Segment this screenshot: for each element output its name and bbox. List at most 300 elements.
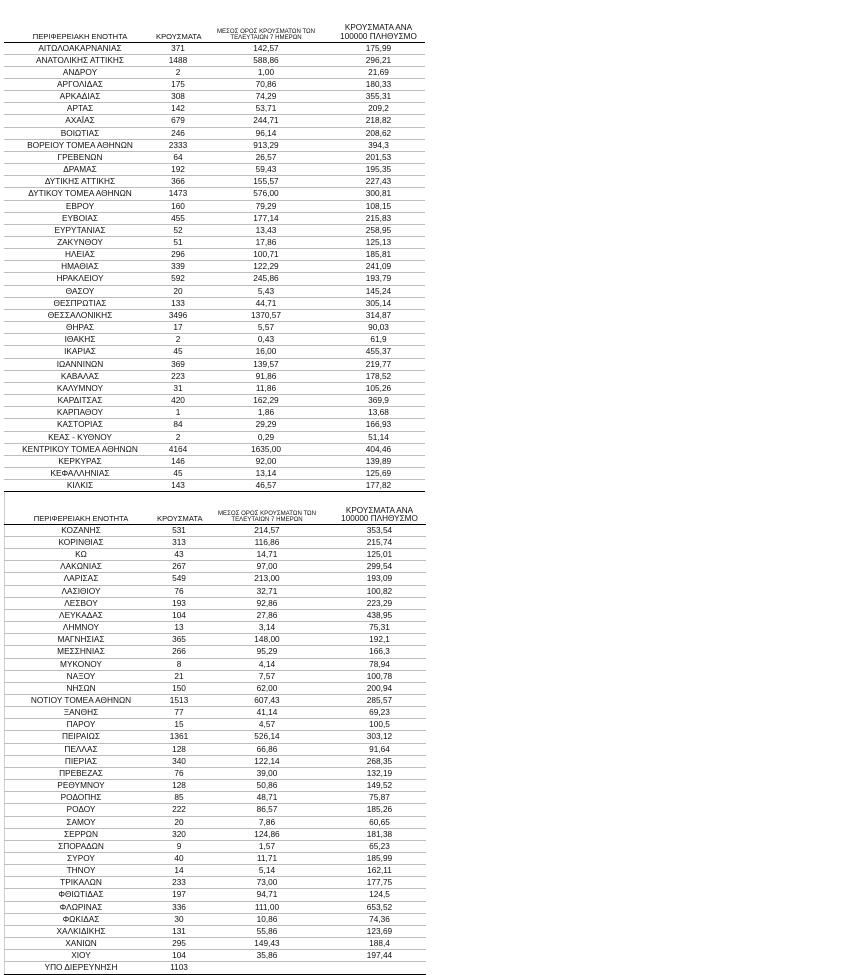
table-row <box>5 962 427 974</box>
table-row <box>4 78 425 90</box>
region-cell: ΣΥΡΟΥ <box>5 853 158 865</box>
avg-cell: 70,86 <box>200 78 332 90</box>
table-row <box>4 224 425 236</box>
cases-cell: 267 <box>157 561 201 573</box>
per100k-cell: 188,4 <box>333 938 426 950</box>
per100k-cell: 285,57 <box>333 694 426 706</box>
per100k-cell <box>333 962 426 974</box>
region-cell: ΠΑΡΟΥ <box>5 719 158 731</box>
avg-cell: 1,00 <box>200 66 332 78</box>
per100k-cell: 69,23 <box>333 707 426 719</box>
avg-cell: 7,57 <box>201 670 333 682</box>
avg-cell: 7,86 <box>201 816 333 828</box>
region-cell: ΠΕΙΡΑΙΩΣ <box>5 731 158 743</box>
region-cell: ΡΟΔΟΠΗΣ <box>5 792 158 804</box>
table-row <box>4 212 425 224</box>
header-region: ΠΕΡΙΦΕΡΕΙΑΚΗ ΕΝΟΤΗΤΑ <box>4 10 156 42</box>
per100k-cell: 223,29 <box>333 597 426 609</box>
cases-cell: 20 <box>156 285 200 297</box>
table-row <box>4 370 425 382</box>
table-row <box>4 480 425 492</box>
region-cell: ΔΥΤΙΚΗΣ ΑΤΤΙΚΗΣ <box>4 176 156 188</box>
region-cell: ΠΕΛΛΑΣ <box>5 743 158 755</box>
avg-cell: 1635,00 <box>200 443 332 455</box>
cases-cell: 192 <box>156 164 200 176</box>
cases-cell: 197 <box>157 889 201 901</box>
avg-cell: 100,71 <box>200 249 332 261</box>
cases-cell: 8 <box>157 658 201 670</box>
per100k-cell: 314,87 <box>332 309 425 321</box>
region-cell: ΧΑΝΙΩΝ <box>5 938 158 950</box>
region-cell: ΦΩΚΙΔΑΣ <box>5 913 158 925</box>
region-cell: ΗΡΑΚΛΕΙΟΥ <box>4 273 156 285</box>
cases-cell: 3496 <box>156 309 200 321</box>
cases-cell: 295 <box>157 938 201 950</box>
table-row <box>4 467 425 479</box>
per100k-cell: 197,44 <box>333 950 426 962</box>
avg-cell: 32,71 <box>201 585 333 597</box>
per100k-cell: 91,64 <box>333 743 426 755</box>
table-row <box>5 622 427 634</box>
table-row <box>4 54 425 66</box>
table-row <box>5 877 427 889</box>
per100k-cell: 132,19 <box>333 767 426 779</box>
cases-cell: 143 <box>156 480 200 492</box>
region-cell: ΜΑΓΝΗΣΙΑΣ <box>5 634 158 646</box>
per100k-cell: 100,5 <box>333 719 426 731</box>
cases-cell: 13 <box>157 622 201 634</box>
table-row <box>4 139 425 151</box>
per100k-cell: 100,82 <box>333 585 426 597</box>
avg-cell: 73,00 <box>201 877 333 889</box>
cases-cell: 339 <box>156 261 200 273</box>
avg-cell: 96,14 <box>200 127 332 139</box>
table-row <box>4 419 425 431</box>
per100k-cell: 404,46 <box>332 443 425 455</box>
region-cell: ΦΛΩΡΙΝΑΣ <box>5 901 158 913</box>
avg-cell: 48,71 <box>201 792 333 804</box>
table-row <box>5 889 427 901</box>
table-row <box>4 334 425 346</box>
per100k-cell: 125,01 <box>333 549 426 561</box>
per100k-cell: 166,93 <box>332 419 425 431</box>
avg-cell: 26,57 <box>200 151 332 163</box>
table-row <box>5 950 427 962</box>
cases-report <box>4 10 846 975</box>
table-row <box>5 828 427 840</box>
cases-cell: 193 <box>157 597 201 609</box>
cases-cell: 679 <box>156 115 200 127</box>
table-row <box>5 646 427 658</box>
cases-cell: 366 <box>156 176 200 188</box>
table-row <box>5 585 427 597</box>
table-row <box>5 536 427 548</box>
per100k-cell: 75,31 <box>333 622 426 634</box>
per100k-cell: 201,53 <box>332 151 425 163</box>
region-cell: ΕΥΒΟΙΑΣ <box>4 212 156 224</box>
region-cell: ΛΕΣΒΟΥ <box>5 597 158 609</box>
cases-cell: 1361 <box>157 731 201 743</box>
per100k-cell: 60,65 <box>333 816 426 828</box>
region-cell: ΑΝΑΤΟΛΙΚΗΣ ΑΤΤΙΚΗΣ <box>4 54 156 66</box>
per100k-cell: 218,82 <box>332 115 425 127</box>
avg-cell: 92,86 <box>201 597 333 609</box>
region-cell: ΠΙΕΡΙΑΣ <box>5 755 158 767</box>
per100k-cell: 185,99 <box>333 853 426 865</box>
region-cell: ΚΙΛΚΙΣ <box>4 480 156 492</box>
table-row <box>4 285 425 297</box>
region-cell: ΣΕΡΡΩΝ <box>5 828 158 840</box>
cases-cell: 175 <box>156 78 200 90</box>
region-cell: ΗΜΑΘΙΑΣ <box>4 261 156 273</box>
per100k-cell: 268,35 <box>333 755 426 767</box>
per100k-cell: 65,23 <box>333 840 426 852</box>
cases-cell: 131 <box>157 925 201 937</box>
per100k-cell: 299,54 <box>333 561 426 573</box>
region-cell: ΙΘΑΚΗΣ <box>4 334 156 346</box>
cases-cell: 320 <box>157 828 201 840</box>
per100k-cell: 653,52 <box>333 901 426 913</box>
table-row <box>4 407 425 419</box>
avg-cell: 142,57 <box>200 42 332 54</box>
region-cell: ΛΑΚΩΝΙΑΣ <box>5 561 158 573</box>
table-row <box>5 561 427 573</box>
per100k-cell: 185,81 <box>332 249 425 261</box>
table-row <box>4 309 425 321</box>
cases-cell: 150 <box>157 682 201 694</box>
avg-cell: 16,00 <box>200 346 332 358</box>
region-cell: ΑΙΤΩΛΟΑΚΑΡΝΑΝΙΑΣ <box>4 42 156 54</box>
cases-cell: 2 <box>156 66 200 78</box>
avg-cell: 526,14 <box>201 731 333 743</box>
region-cell: ΓΡΕΒΕΝΩΝ <box>4 151 156 163</box>
header-cases: ΚΡΟΥΣΜΑΤΑ <box>157 492 201 524</box>
per100k-cell: 258,95 <box>332 224 425 236</box>
cases-cell: 45 <box>156 467 200 479</box>
region-cell: ΡΕΘΥΜΝΟΥ <box>5 780 158 792</box>
cases-cell: 40 <box>157 853 201 865</box>
avg-cell: 97,00 <box>201 561 333 573</box>
per100k-cell: 13,68 <box>332 407 425 419</box>
table-row <box>4 115 425 127</box>
avg-cell: 116,86 <box>201 536 333 548</box>
avg-cell: 214,57 <box>201 524 333 536</box>
avg-cell: 55,86 <box>201 925 333 937</box>
cases-cell: 371 <box>156 42 200 54</box>
table-row <box>5 609 427 621</box>
per100k-cell: 74,36 <box>333 913 426 925</box>
table-row <box>5 719 427 731</box>
table-row <box>4 237 425 249</box>
avg-cell: 11,71 <box>201 853 333 865</box>
avg-cell: 607,43 <box>201 694 333 706</box>
per100k-cell: 51,14 <box>332 431 425 443</box>
header-row <box>4 10 425 42</box>
per100k-cell: 61,9 <box>332 334 425 346</box>
region-cell: ΧΑΛΚΙΔΙΚΗΣ <box>5 925 158 937</box>
per100k-cell: 219,77 <box>332 358 425 370</box>
table-row <box>5 658 427 670</box>
cases-cell: 9 <box>157 840 201 852</box>
avg-cell: 13,14 <box>200 467 332 479</box>
region-cell: ΚΑΡΠΑΘΟΥ <box>4 407 156 419</box>
avg-cell: 44,71 <box>200 297 332 309</box>
avg-cell: 35,86 <box>201 950 333 962</box>
region-cell: ΒΟΡΕΙΟΥ ΤΟΜΕΑ ΑΘΗΝΩΝ <box>4 139 156 151</box>
per100k-cell: 181,38 <box>333 828 426 840</box>
table-row <box>4 249 425 261</box>
cases-cell: 549 <box>157 573 201 585</box>
region-cell: ΙΚΑΡΙΑΣ <box>4 346 156 358</box>
region-cell: ΚΕΦΑΛΛΗΝΙΑΣ <box>4 467 156 479</box>
per100k-cell: 300,81 <box>332 188 425 200</box>
table-row <box>4 273 425 285</box>
cases-cell: 296 <box>156 249 200 261</box>
avg-cell: 62,00 <box>201 682 333 694</box>
avg-cell: 5,57 <box>200 322 332 334</box>
cases-cell: 128 <box>157 780 201 792</box>
per100k-cell: 100,78 <box>333 670 426 682</box>
cases-cell: 365 <box>157 634 201 646</box>
avg-cell: 122,14 <box>201 755 333 767</box>
cases-cell: 76 <box>157 585 201 597</box>
region-cell: ΣΠΟΡΑΔΩΝ <box>5 840 158 852</box>
region-cell: ΚΑΒΑΛΑΣ <box>4 370 156 382</box>
table-row <box>4 164 425 176</box>
table-row <box>5 865 427 877</box>
per100k-cell: 192,1 <box>333 634 426 646</box>
avg-cell: 1,86 <box>200 407 332 419</box>
avg-cell: 139,57 <box>200 358 332 370</box>
avg-cell: 5,14 <box>201 865 333 877</box>
region-cell: ΕΥΡΥΤΑΝΙΑΣ <box>4 224 156 236</box>
region-cell: ΛΑΡΙΣΑΣ <box>5 573 158 585</box>
table-row <box>5 549 427 561</box>
table-row <box>5 743 427 755</box>
per100k-cell: 353,54 <box>333 524 426 536</box>
per100k-cell: 124,5 <box>333 889 426 901</box>
region-cell: ΚΑΣΤΟΡΙΑΣ <box>4 419 156 431</box>
cases-cell: 420 <box>156 395 200 407</box>
cases-cell: 246 <box>156 127 200 139</box>
region-cell: ΗΛΕΙΑΣ <box>4 249 156 261</box>
avg-cell: 122,29 <box>200 261 332 273</box>
cases-cell: 531 <box>157 524 201 536</box>
avg-cell: 4,14 <box>201 658 333 670</box>
per100k-cell: 193,09 <box>333 573 426 585</box>
cases-cell: 20 <box>157 816 201 828</box>
table-row <box>5 840 427 852</box>
per100k-cell: 369,9 <box>332 395 425 407</box>
cases-cell: 31 <box>156 382 200 394</box>
table-row <box>4 103 425 115</box>
region-cell: ΔΥΤΙΚΟΥ ΤΟΜΕΑ ΑΘΗΝΩΝ <box>4 188 156 200</box>
per100k-cell: 193,79 <box>332 273 425 285</box>
table-row <box>4 322 425 334</box>
per100k-cell: 90,03 <box>332 322 425 334</box>
avg-cell: 0,43 <box>200 334 332 346</box>
avg-cell: 576,00 <box>200 188 332 200</box>
avg-cell: 50,86 <box>201 780 333 792</box>
per100k-cell: 105,26 <box>332 382 425 394</box>
avg-cell: 4,57 <box>201 719 333 731</box>
per100k-cell: 305,14 <box>332 297 425 309</box>
cases-cell: 336 <box>157 901 201 913</box>
table-row <box>5 524 427 536</box>
cases-cell: 104 <box>157 609 201 621</box>
region-cell: ΑΧΑΪΑΣ <box>4 115 156 127</box>
avg-cell: 46,57 <box>200 480 332 492</box>
right-table <box>4 492 426 974</box>
table-row <box>5 780 427 792</box>
region-cell: ΝΟΤΙΟΥ ΤΟΜΕΑ ΑΘΗΝΩΝ <box>5 694 158 706</box>
cases-cell: 2 <box>156 431 200 443</box>
table-row <box>5 707 427 719</box>
per100k-cell: 21,69 <box>332 66 425 78</box>
cases-cell: 76 <box>157 767 201 779</box>
region-cell: ΜΕΣΣΗΝΙΑΣ <box>5 646 158 658</box>
avg-cell: 3,14 <box>201 622 333 634</box>
table-row <box>5 792 427 804</box>
region-cell: ΔΡΑΜΑΣ <box>4 164 156 176</box>
table-row <box>4 91 425 103</box>
table-row <box>4 188 425 200</box>
region-cell: ΛΕΥΚΑΔΑΣ <box>5 609 158 621</box>
cases-cell: 84 <box>156 419 200 431</box>
avg-cell: 162,29 <box>200 395 332 407</box>
per100k-cell: 125,69 <box>332 467 425 479</box>
avg-cell: 0,29 <box>200 431 332 443</box>
per100k-cell: 215,83 <box>332 212 425 224</box>
table-row <box>5 913 427 925</box>
region-cell: ΑΡΚΑΔΙΑΣ <box>4 91 156 103</box>
region-cell: ΡΟΔΟΥ <box>5 804 158 816</box>
per100k-cell: 208,62 <box>332 127 425 139</box>
table-row <box>4 346 425 358</box>
avg-cell: 79,29 <box>200 200 332 212</box>
per100k-cell: 195,35 <box>332 164 425 176</box>
table-row <box>5 731 427 743</box>
region-cell: ΚΑΛΥΜΝΟΥ <box>4 382 156 394</box>
avg-cell: 91,86 <box>200 370 332 382</box>
per100k-cell: 438,95 <box>333 609 426 621</box>
cases-cell: 1513 <box>157 694 201 706</box>
header-row <box>5 492 427 524</box>
region-cell: ΣΑΜΟΥ <box>5 816 158 828</box>
table-row <box>4 261 425 273</box>
avg-cell: 94,71 <box>201 889 333 901</box>
per100k-cell: 123,69 <box>333 925 426 937</box>
cases-cell: 85 <box>157 792 201 804</box>
region-cell: ΝΑΞΟΥ <box>5 670 158 682</box>
region-cell: ΠΡΕΒΕΖΑΣ <box>5 767 158 779</box>
per100k-cell: 455,37 <box>332 346 425 358</box>
per100k-cell: 303,12 <box>333 731 426 743</box>
table-row <box>5 816 427 828</box>
region-cell: ΛΑΣΙΘΙΟΥ <box>5 585 158 597</box>
per100k-cell: 178,52 <box>332 370 425 382</box>
per100k-cell: 139,89 <box>332 455 425 467</box>
header-region: ΠΕΡΙΦΕΡΕΙΑΚΗ ΕΝΟΤΗΤΑ <box>5 492 158 524</box>
table-row <box>4 382 425 394</box>
table-row <box>4 151 425 163</box>
cases-cell: 4164 <box>156 443 200 455</box>
cases-cell: 17 <box>156 322 200 334</box>
avg-cell: 124,86 <box>201 828 333 840</box>
cases-cell: 133 <box>156 297 200 309</box>
cases-cell: 146 <box>156 455 200 467</box>
avg-cell: 13,43 <box>200 224 332 236</box>
header-cases: ΚΡΟΥΣΜΑΤΑ <box>156 10 200 42</box>
avg-cell: 5,43 <box>200 285 332 297</box>
avg-cell: 17,86 <box>200 237 332 249</box>
per100k-cell: 394,3 <box>332 139 425 151</box>
avg-cell: 59,43 <box>200 164 332 176</box>
table-row <box>4 42 425 54</box>
avg-cell: 913,29 <box>200 139 332 151</box>
region-cell: ΚΕΑΣ - ΚΥΘΝΟΥ <box>4 431 156 443</box>
region-cell: ΚΩ <box>5 549 158 561</box>
per100k-cell: 78,94 <box>333 658 426 670</box>
header-per100k: ΚΡΟΥΣΜΑΤΑ ΑΝΑ 100000 ΠΛΗΘΥΣΜΟ <box>333 492 426 524</box>
table-row <box>4 200 425 212</box>
per100k-cell: 75,87 <box>333 792 426 804</box>
table-row <box>5 804 427 816</box>
cases-cell: 30 <box>157 913 201 925</box>
per100k-cell: 166,3 <box>333 646 426 658</box>
cases-cell: 15 <box>157 719 201 731</box>
region-cell: ΑΡΓΟΛΙΔΑΣ <box>4 78 156 90</box>
avg-cell: 29,29 <box>200 419 332 431</box>
table-row <box>5 853 427 865</box>
region-cell: ΤΡΙΚΑΛΩΝ <box>5 877 158 889</box>
region-cell: ΧΙΟΥ <box>5 950 158 962</box>
per100k-cell: 177,82 <box>332 480 425 492</box>
cases-cell: 233 <box>157 877 201 889</box>
table-row <box>5 597 427 609</box>
cases-cell: 77 <box>157 707 201 719</box>
avg-cell: 1370,57 <box>200 309 332 321</box>
per100k-cell: 149,52 <box>333 780 426 792</box>
region-cell: ΑΝΔΡΟΥ <box>4 66 156 78</box>
avg-cell: 244,71 <box>200 115 332 127</box>
cases-cell: 592 <box>156 273 200 285</box>
cases-cell: 21 <box>157 670 201 682</box>
cases-cell: 266 <box>157 646 201 658</box>
cases-cell: 308 <box>156 91 200 103</box>
table-row <box>5 938 427 950</box>
per100k-cell: 108,15 <box>332 200 425 212</box>
avg-cell <box>201 962 333 974</box>
avg-cell: 95,29 <box>201 646 333 658</box>
cases-cell: 128 <box>157 743 201 755</box>
avg-cell: 1,57 <box>201 840 333 852</box>
cases-cell: 43 <box>157 549 201 561</box>
avg-cell: 53,71 <box>200 103 332 115</box>
per100k-cell: 162,11 <box>333 865 426 877</box>
region-cell: ΘΕΣΣΑΛΟΝΙΚΗΣ <box>4 309 156 321</box>
avg-cell: 111,00 <box>201 901 333 913</box>
cases-cell: 1 <box>156 407 200 419</box>
region-cell: ΚΟΖΑΝΗΣ <box>5 524 158 536</box>
per100k-cell: 215,74 <box>333 536 426 548</box>
table-row <box>5 682 427 694</box>
avg-cell: 86,57 <box>201 804 333 816</box>
cases-cell: 2 <box>156 334 200 346</box>
cases-cell: 223 <box>156 370 200 382</box>
region-cell: ΒΟΙΩΤΙΑΣ <box>4 127 156 139</box>
header-avg: ΜΕΣΟΣ ΟΡΟΣ ΚΡΟΥΣΜΑΤΩΝ ΤΩΝ ΤΕΛΕΥΤΑΙΩΝ 7 ΗΜΕΡΩΝ <box>200 10 332 42</box>
